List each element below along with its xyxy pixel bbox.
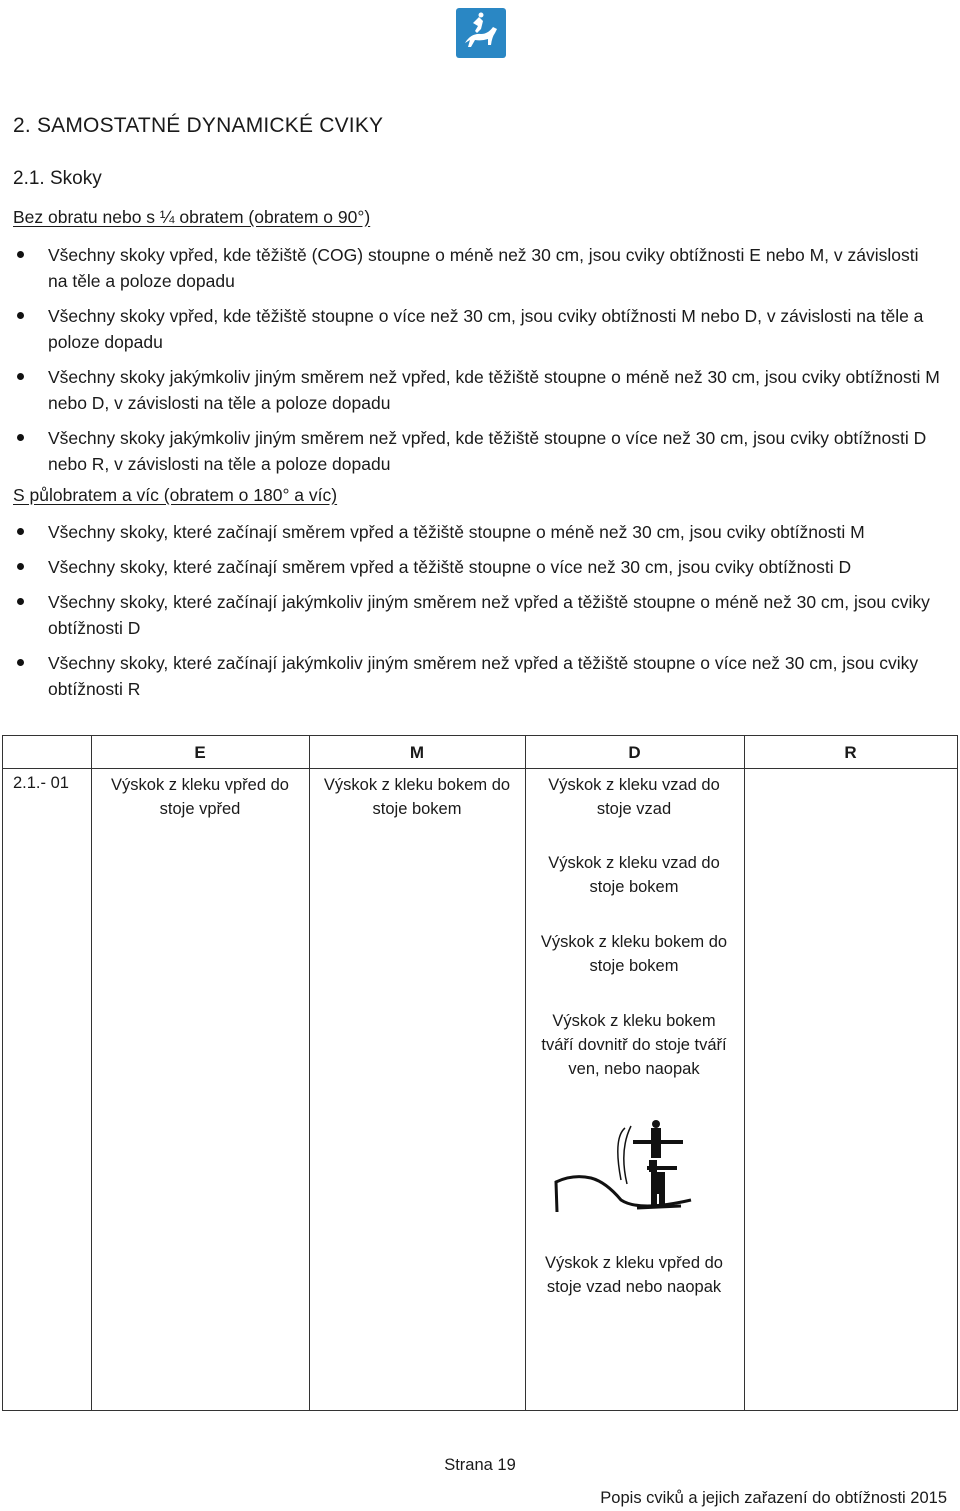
row-number: 2.1.- 01 — [13, 774, 69, 792]
header-d: D — [628, 743, 641, 762]
difficulty-table — [2, 735, 958, 1411]
cell-d-5: Výskok z kleku vpřed do stoje vzad nebo naopak — [545, 1254, 723, 1296]
document-footer-title: Popis cviků a jejich zařazení do obtížnosti 2015 — [600, 1489, 947, 1507]
section-title: 2. SAMOSTATNÉ DYNAMICKÉ CVIKY — [13, 114, 384, 137]
list-item: Všechny skoky vpřed, kde těžiště (COG) stoupne o méně než 30 cm, jsou cviky obtížnosti E nebo M, v závislosti na těle a poloze dopadu — [0, 242, 940, 294]
page-number: Strana 19 — [444, 1456, 516, 1474]
bullet-list-half-turn — [0, 519, 940, 711]
list-item: Všechny skoky, které začínají směrem vpřed a těžiště stoupne o méně než 30 cm, jsou cviky obtížnosti M — [0, 519, 940, 545]
list-item: Všechny skoky, které začínají jakýmkoliv jiným směrem než vpřed a těžiště stoupne o více než 30 cm, jsou cviky obtížnosti R — [0, 650, 940, 702]
cell-d-1: Výskok z kleku vzad do stoje vzad — [548, 776, 720, 818]
cell-m-1: Výskok z kleku bokem do stoje bokem — [323, 776, 511, 818]
group-heading-half-turn: S půlobratem a víc (obratem o 180° a víc) — [13, 485, 338, 505]
cell-d-4: Výskok z kleku bokem tváří dovnitř do stoje tváří ven, nebo naopak — [541, 1012, 727, 1078]
list-item: Všechny skoky, které začínají směrem vpřed a těžiště stoupne o více než 30 cm, jsou cviky obtížnosti D — [0, 554, 940, 580]
bullet-list-no-turn — [0, 242, 940, 486]
horse-vaulter-logo-icon — [455, 7, 507, 59]
subsection-title: 2.1. Skoky — [13, 168, 102, 189]
vaulter-jump-illustration-icon — [551, 1120, 723, 1220]
cell-d-3: Výskok z kleku bokem do stoje bokem — [540, 933, 728, 975]
cell-d-2: Výskok z kleku vzad do stoje bokem — [548, 854, 720, 896]
list-item: Všechny skoky jakýmkoliv jiným směrem než vpřed, kde těžiště stoupne o více než 30 cm, jsou cviky obtížnosti D nebo R, v závislosti na těle a poloze dopadu — [0, 425, 940, 477]
list-item: Všechny skoky vpřed, kde těžiště stoupne o více než 30 cm, jsou cviky obtížnosti M nebo D, v závislosti na těle a poloze dopadu — [0, 303, 940, 355]
group-heading-no-turn: Bez obratu nebo s ¼ obratem (obratem o 90°) — [13, 207, 371, 227]
header-m: M — [409, 743, 425, 762]
list-item: Všechny skoky, které začínají jakýmkoliv jiným směrem než vpřed a těžiště stoupne o méně než 30 cm, jsou cviky obtížnosti D — [0, 589, 940, 641]
cell-e-1: Výskok z kleku vpřed do stoje vpřed — [111, 776, 289, 818]
list-item: Všechny skoky jakýmkoliv jiným směrem než vpřed, kde těžiště stoupne o méně než 30 cm, jsou cviky obtížnosti M nebo D, v závislosti na těle a poloze dopadu — [0, 364, 940, 416]
header-e: E — [194, 743, 206, 762]
header-r: R — [844, 743, 857, 762]
